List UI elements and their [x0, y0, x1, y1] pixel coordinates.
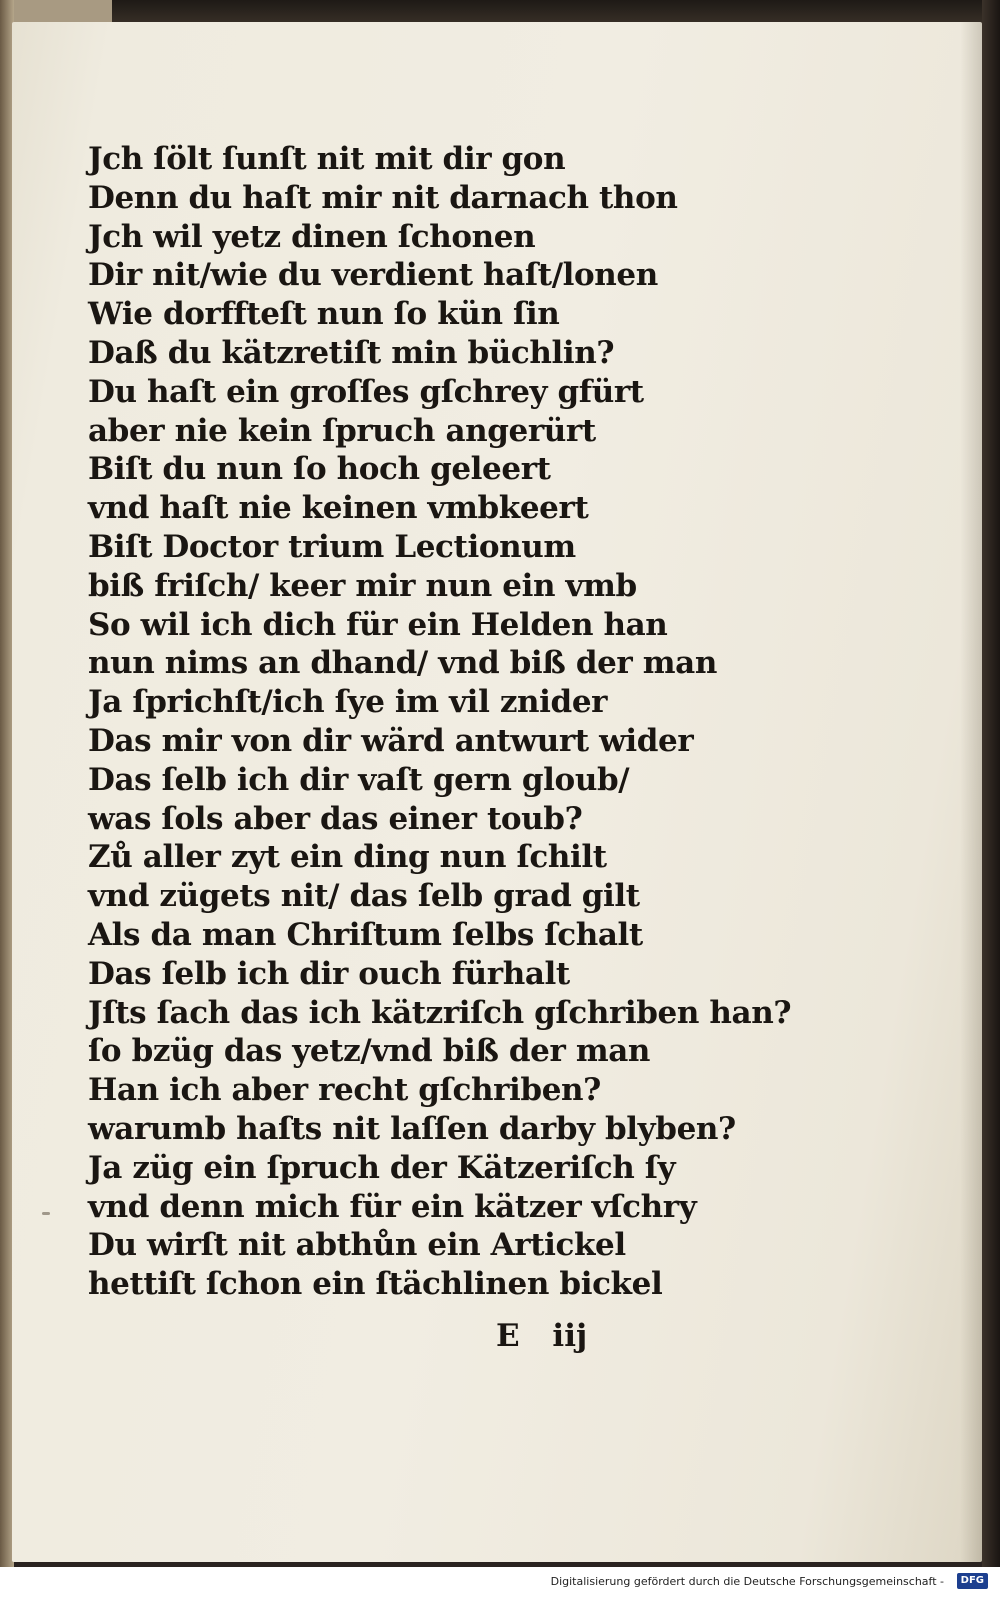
verse-line: Zů aller zyt ein ding nun ſchilt: [88, 839, 607, 876]
verse-line: was ſols aber das einer toub?: [88, 800, 583, 837]
verse-text: [88, 140, 792, 1304]
verse-line: hettiſt ſchon ein ſtächlinen bickel: [88, 1266, 663, 1303]
verse-line: nun nims an dhand/ vnd biß der man: [88, 645, 717, 682]
verse-line: Biſt du nun ſo hoch geleert: [88, 451, 551, 488]
verse-line: Als da man Chriſtum ſelbs ſchalt: [88, 916, 643, 953]
verse-line: Jſts ſach das ich kätzriſch gſchriben han?: [88, 994, 792, 1031]
verse-line: Jch wil yetz dinen ſchonen: [88, 218, 536, 255]
verse-line: vnd zügets nit/ das ſelb grad gilt: [88, 878, 640, 915]
verse-line: Denn du haſt mir nit darnach thon: [88, 179, 678, 216]
verse-line: Han ich aber recht gſchriben?: [88, 1072, 601, 1109]
verse-line: vnd haſt nie keinen vmbkeert: [88, 490, 589, 527]
verse-line: Das ſelb ich dir ouch fürhalt: [88, 955, 570, 992]
dfg-logo[interactable]: DFG: [957, 1573, 988, 1589]
verse-line: Wie dorffteſt nun ſo kün ſin: [88, 296, 560, 333]
verse-line: Dir nit/wie du verdient haſt/lonen: [88, 257, 658, 294]
verse-line: So wil ich dich für ein Helden han: [88, 606, 668, 643]
footer-bar: [0, 1567, 1000, 1597]
verse-line: Du wirſt nit abthůn ein Artickel: [88, 1227, 626, 1264]
verse-line: Ja züg ein ſpruch der Kätzeriſch ſy: [88, 1149, 676, 1186]
verse-line: Du haſt ein groſſes gſchrey gfürt: [88, 373, 644, 410]
verse-line: biß friſch/ keer mir nun ein vmb: [88, 567, 637, 604]
verse-line: vnd denn mich für ein kätzer vſchry: [88, 1188, 697, 1225]
verse-line: Das mir von dir wärd antwurt wider: [88, 722, 694, 759]
verse-line: aber nie kein ſpruch angerürt: [88, 412, 596, 449]
verse-line: ſo bzüg das yetz/vnd biß der man: [88, 1033, 651, 1070]
paper-speck: [42, 1212, 50, 1215]
signature-mark: E iij: [496, 1318, 588, 1354]
verse-line: warumb haſts nit laſſen darby blyben?: [88, 1110, 736, 1147]
verse-line: Biſt Doctor trium Lectionum: [88, 528, 576, 565]
verse-line: Ja ſprichſt/ich ſye im vil znider: [88, 684, 608, 721]
scan-right-edge: [982, 0, 1000, 1597]
verse-line: Das ſelb ich dir vaſt gern gloub/: [88, 761, 630, 798]
funding-credit: Digitalisierung gefördert durch die Deutsche Forschungsgemeinschaft -: [550, 1575, 944, 1588]
verse-line: Jch ſölt ſunſt nit mit dir gon: [88, 141, 566, 177]
verse-line: Daß du kätzretiſt min büchlin?: [88, 334, 615, 371]
